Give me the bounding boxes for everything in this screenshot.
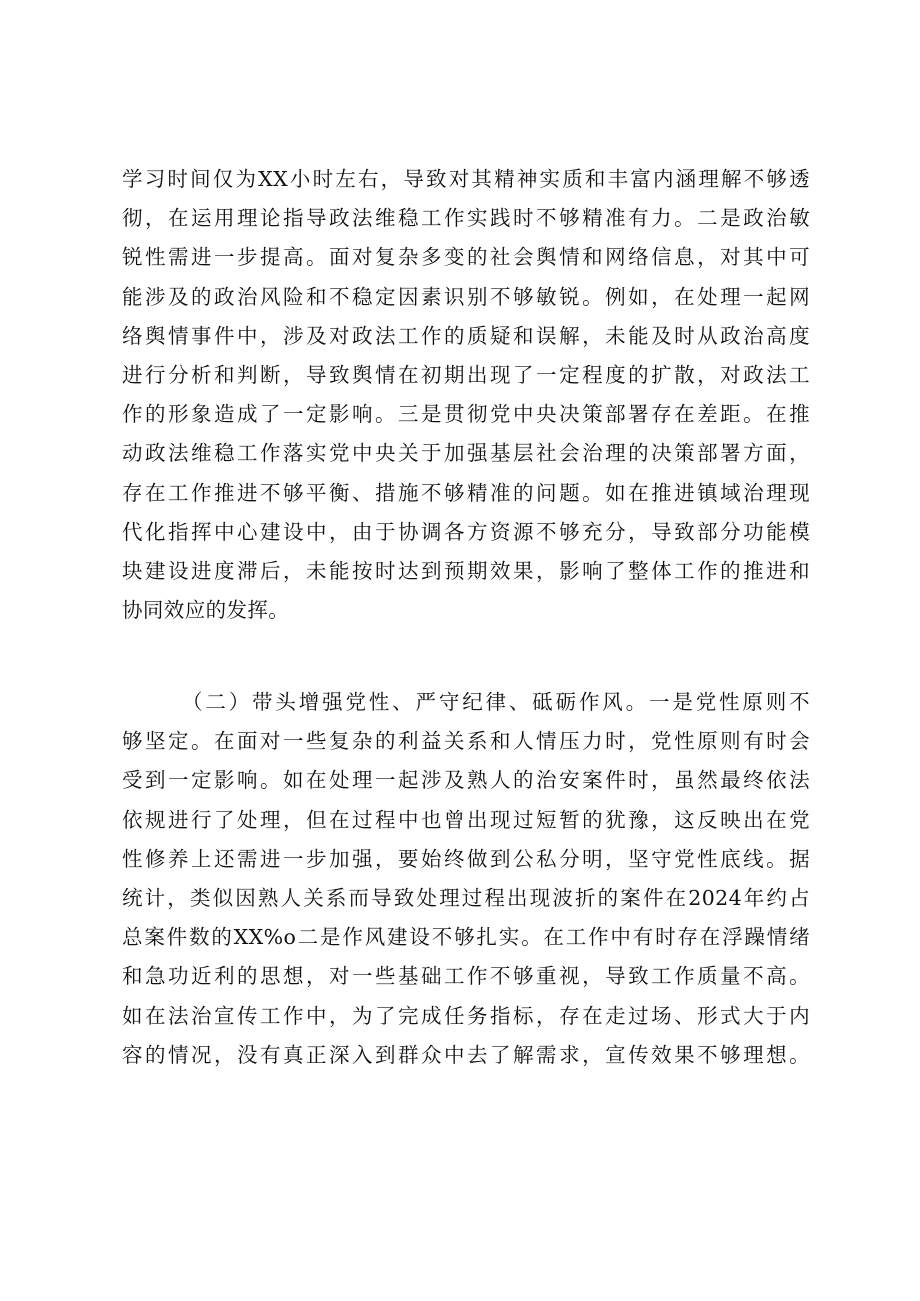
paragraph-1-line-1: 学习时间仅为XX小时左右，导致对其精神实质和丰富内涵理解不够透 — [122, 167, 810, 191]
paragraph-2-line-6: 统计，类似因熟人关系而导致处理过程出现波折的案件在2024年约占 — [122, 885, 810, 910]
paragraph-1-line-3: 锐性需进一步提高。面对复杂多变的社会舆情和网络信息，对其中可 — [122, 245, 810, 270]
paragraph-1-line-9: 存在工作推进不够平衡、措施不够精准的问题。如在推进镇域治理现 — [122, 480, 810, 505]
paragraph-2-line-7: 总案件数的XX%o二是作风建设不够扎实。在工作中有时存在浮躁情绪 — [122, 925, 810, 950]
paragraph-1-line-6: 进行分析和判断，导致舆情在初期出现了一定程度的扩散，对政法工 — [122, 362, 810, 387]
paragraph-2 — [122, 683, 810, 1075]
paragraph-1-line-11: 块建设进度滞后，未能按时达到预期效果，影响了整体工作的推进和 — [122, 558, 810, 583]
paragraph-2-line-3: 受到一定影响。如在处理一起涉及熟人的治安案件时，虽然最终依法 — [122, 768, 810, 793]
paragraph-1-line-4: 能涉及的政治风险和不稳定因素识别不够敏锐。例如，在处理一起网 — [122, 284, 810, 309]
paragraph-2-line-10: 容的情况，没有真正深入到群众中去了解需求，宣传效果不够理想。 — [122, 1042, 810, 1067]
paragraph-2-line-9: 如在法治宣传工作中，为了完成任务指标，存在走过场、形式大于内 — [122, 1003, 810, 1028]
paragraph-1 — [122, 160, 810, 630]
paragraph-2-line-2: 够坚定。在面对一些复杂的利益关系和人情压力时，党性原则有时会 — [122, 729, 810, 754]
paragraph-1-line-7: 作的形象造成了一定影响。三是贯彻党中央决策部署存在差距。在推 — [122, 402, 810, 427]
paragraph-2-line-1: （二）带头增强党性、严守纪律、砥砺作风。一是党性原则不 — [182, 690, 810, 714]
paragraph-1-line-12: 协同效应的发挥。 — [122, 598, 290, 623]
paragraph-1-line-10: 代化指挥中心建设中，由于协调各方资源不够充分，导致部分功能模 — [122, 519, 810, 544]
paragraph-1-line-2: 彻，在运用理论指导政法维稳工作实践时不够精准有力。二是政治敏 — [122, 206, 810, 231]
paragraph-2-line-8: 和急功近利的思想，对一些基础工作不够重视，导致工作质量不高。 — [122, 964, 810, 989]
paragraph-1-line-5: 络舆情事件中，涉及对政法工作的质疑和误解，未能及时从政治高度 — [122, 323, 810, 348]
paragraph-2-line-5: 性修养上还需进一步加强，要始终做到公私分明，坚守党性底线。据 — [122, 846, 810, 871]
paragraph-2-line-4: 依规进行了处理，但在过程中也曾出现过短暂的犹豫，这反映出在党 — [122, 807, 810, 832]
paragraph-1-line-8: 动政法维稳工作落实党中央关于加强基层社会治理的决策部署方面， — [122, 441, 810, 466]
